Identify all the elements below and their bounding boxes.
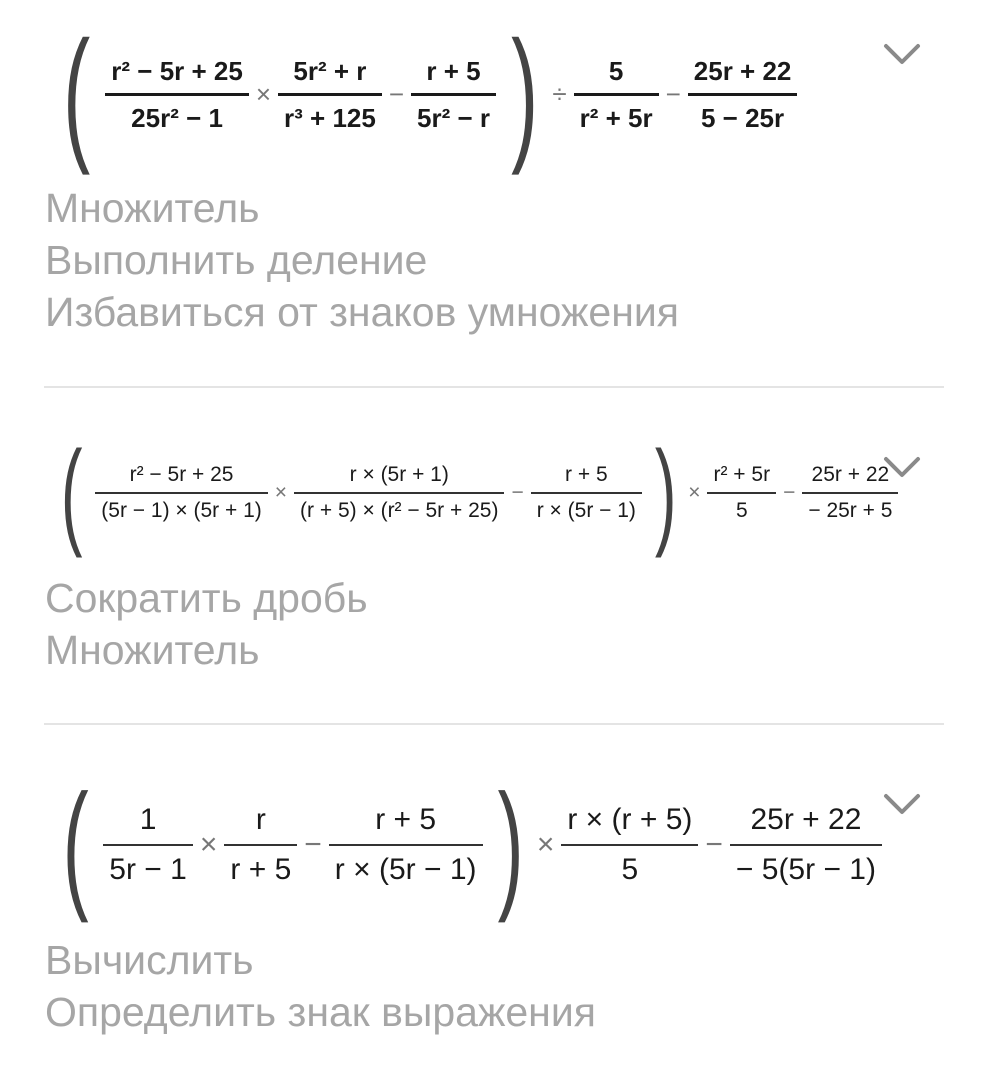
denominator: (r + 5) × (r² − 5r + 25) (300, 499, 499, 522)
action-factor[interactable]: Множитель (45, 627, 260, 673)
fraction-5 (730, 796, 882, 895)
action-determine-sign[interactable]: Определить знак выражения (45, 989, 596, 1035)
denominator: 5r² − r (417, 102, 491, 133)
minus-sign: − (304, 828, 322, 861)
numerator: 25r + 22 (750, 802, 862, 836)
minus-sign: − (388, 78, 405, 109)
denominator: 25r² − 1 (131, 102, 223, 133)
fraction-4 (707, 458, 776, 528)
minus-sign: − (783, 481, 796, 504)
numerator: r² + 5r (713, 463, 771, 486)
action-list (45, 182, 679, 338)
numerator: 25r + 22 (811, 463, 890, 486)
numerator: 5r² + r (293, 55, 367, 86)
chevron-down-icon[interactable] (882, 792, 922, 818)
numerator: r + 5 (375, 802, 437, 836)
denominator: r × (5r − 1) (334, 853, 477, 887)
denominator: r × (5r − 1) (536, 499, 636, 522)
fraction-4 (574, 49, 659, 140)
multiply-sign: × (274, 481, 288, 504)
action-factor[interactable]: Множитель (45, 185, 260, 231)
expression (52, 427, 902, 559)
denominator: r² + 5r (579, 102, 653, 133)
multiply-sign: × (536, 828, 555, 861)
chevron-down-icon[interactable] (882, 42, 922, 68)
multiply-sign: × (255, 78, 272, 109)
fraction-3 (329, 796, 483, 895)
fraction-2 (278, 49, 382, 140)
numerator: r + 5 (426, 55, 481, 86)
denominator: r + 5 (230, 853, 292, 887)
denominator: − 5(5r − 1) (735, 853, 876, 887)
fraction-3 (531, 458, 642, 528)
fraction-5 (688, 49, 798, 140)
fraction-1 (103, 796, 193, 895)
denominator: 5 (735, 499, 748, 522)
expression (52, 765, 886, 924)
multiply-sign: × (199, 828, 218, 861)
divider (44, 386, 944, 388)
action-list (45, 572, 368, 676)
action-evaluate[interactable]: Вычислить (45, 937, 254, 983)
action-remove-multiplication[interactable]: Избавиться от знаков умножения (45, 289, 679, 335)
numerator: 5 (608, 55, 624, 86)
open-paren: ( (62, 765, 89, 924)
denominator: 5 − 25r (701, 102, 785, 133)
divide-sign: ÷ (552, 78, 567, 109)
fraction-2 (294, 458, 504, 528)
chevron-down-icon[interactable] (882, 455, 922, 481)
numerator: r² − 5r + 25 (129, 463, 234, 486)
minus-sign: − (511, 481, 524, 504)
numerator: 25r + 22 (693, 55, 792, 86)
numerator: r (255, 802, 266, 836)
open-paren: ( (60, 427, 83, 559)
fraction-2 (224, 796, 297, 895)
close-paren: ) (497, 765, 524, 924)
action-reduce-fraction[interactable]: Сократить дробь (45, 575, 368, 621)
numerator: r² − 5r + 25 (111, 55, 243, 86)
denominator: (5r − 1) × (5r + 1) (101, 499, 262, 522)
denominator: r³ + 125 (284, 102, 376, 133)
action-list (45, 934, 596, 1038)
numerator: r + 5 (565, 463, 608, 486)
denominator: 5 (621, 853, 639, 887)
multiply-sign: × (688, 481, 701, 504)
expression (52, 11, 801, 176)
fraction-3 (411, 49, 496, 140)
open-paren: ( (63, 11, 91, 176)
action-divide[interactable]: Выполнить деление (45, 237, 428, 283)
numerator: 1 (139, 802, 157, 836)
minus-sign: − (705, 828, 723, 861)
close-paren: ) (654, 427, 677, 559)
numerator: r × (r + 5) (567, 802, 693, 836)
fraction-1 (95, 458, 267, 528)
numerator: r × (5r + 1) (349, 463, 449, 486)
fraction-4 (561, 796, 698, 895)
divider (44, 723, 944, 725)
denominator: − 25r + 5 (808, 499, 893, 522)
denominator: 5r − 1 (109, 853, 187, 887)
fraction-1 (105, 49, 249, 140)
minus-sign: − (665, 78, 681, 109)
close-paren: ) (511, 11, 539, 176)
